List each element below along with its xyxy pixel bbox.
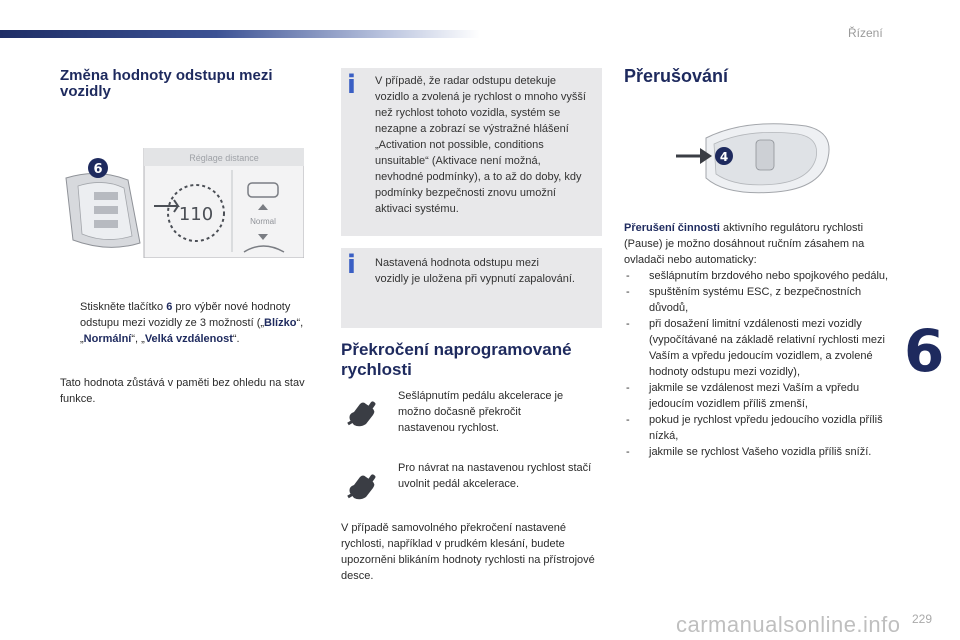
interrupt-list bbox=[624, 268, 892, 460]
info-text-radar: V případě, že radar odstupu detekuje vozidlo a zvolená je rychlost o mnoho vyšší než rychlost tohoto vozidla, systém se nezapne a zobrazí se výstražné hlášení „Activation not possible, conditions unsuitable“ (Aktivace není možná, nevhodné podmínky), a to až do doby, kdy podmínky bezpečnosti znovu umožní aktivaci systému. bbox=[375, 75, 586, 215]
info-box-memory bbox=[341, 248, 602, 328]
interrupt-intro-bold: Přerušení činnosti bbox=[624, 222, 720, 234]
list-item: - při dosažení limitní vzdálenosti mezi vozidly (vypočítávané na základě relativní rychlosti mezi Vaším a vpředu jedoucím vozidlem, a zvolené hodnoty odstupu mezi vozidly), bbox=[624, 316, 892, 380]
instr-opt1: Blízko bbox=[264, 317, 297, 329]
info-text-memory: Nastavená hodnota odstupu mezi vozidly je uložena při vypnutí zapalování. bbox=[375, 257, 575, 285]
page-number: 229 bbox=[912, 612, 933, 626]
pedal-release-text: Pro návrat na nastavenou rychlost stačí uvolnit pedál akcelerace. bbox=[398, 462, 592, 490]
illus-button-4: 4 bbox=[719, 150, 729, 164]
interrupt-illustration bbox=[676, 118, 836, 198]
info-box-radar bbox=[341, 68, 602, 236]
screen-mode: Normal bbox=[250, 217, 276, 226]
instr-opt3: Velká vzdálenost bbox=[144, 333, 233, 345]
pedal-press-text: Sešlápnutím pedálu akcelerace je možno dočasně překročit nastavenou rychlost. bbox=[398, 390, 564, 434]
screen-title: Réglage distance bbox=[189, 153, 259, 163]
memory-note: Tato hodnota zůstává v paměti bez ohledu na stav funkce. bbox=[60, 377, 305, 405]
instruction-text bbox=[80, 299, 325, 347]
interrupt-intro bbox=[624, 220, 886, 268]
button-label: 6 bbox=[93, 162, 103, 177]
instr-end: “. bbox=[232, 333, 240, 345]
list-item: - pokud je rychlost vpředu jedoucího vozidla příliš nízká, bbox=[624, 412, 892, 444]
section-title-overspeed: Překročení naprogramované rychlosti bbox=[341, 340, 572, 379]
interrupt-intro-rest: aktivního regulátoru rychlosti (Pause) je možno dosáhnout ručním zásahem na ovladači nebo automaticky: bbox=[624, 222, 865, 266]
instr-opt2: Normální bbox=[83, 333, 132, 345]
instr-sep2: “, „ bbox=[131, 333, 145, 345]
list-item: - spuštěním systému ESC, z bezpečnostních důvodů, bbox=[624, 284, 892, 316]
info-icon: i bbox=[347, 250, 356, 280]
pedal-release-icon bbox=[346, 471, 380, 501]
list-item: - sešlápnutím brzdového nebo spojkového pedálu, bbox=[624, 268, 892, 284]
chapter-number: 6 bbox=[904, 317, 945, 385]
screen-speed: 110 bbox=[178, 204, 214, 225]
steering-control-illustration bbox=[58, 148, 304, 258]
watermark: carmanualsonline.info bbox=[676, 612, 901, 637]
info-icon: i bbox=[347, 70, 356, 100]
section-title-interrupt: Přerušování bbox=[624, 66, 729, 86]
instr-num: 6 bbox=[166, 301, 173, 313]
overspeed-paragraph: V případě samovolného překročení nastavené rychlosti, například v prudkém klesání, budete upozorněni blikáním hodnoty rychlosti na přístrojové desce. bbox=[341, 522, 595, 582]
section-label: Řízení bbox=[848, 26, 883, 40]
instr-mid: pro výběr nové hodnoty odstupu mezi vozidly ze 3 možností („ bbox=[80, 301, 291, 329]
instr-pre: Stiskněte tlačítko bbox=[80, 301, 167, 313]
pedal-press-icon bbox=[346, 398, 380, 428]
header-bar bbox=[0, 30, 480, 38]
instr-sep1: “, „ bbox=[80, 317, 304, 345]
list-item: - jakmile se vzdálenost mezi Vaším a vpředu jedoucím vozidlem příliš zmenší, bbox=[624, 380, 892, 412]
list-item: - jakmile se rychlost Vašeho vozidla příliš sníží. bbox=[624, 444, 892, 460]
section-title-distance: Změna hodnoty odstupu mezi vozidly bbox=[60, 67, 273, 100]
distance-illustration bbox=[58, 148, 304, 258]
